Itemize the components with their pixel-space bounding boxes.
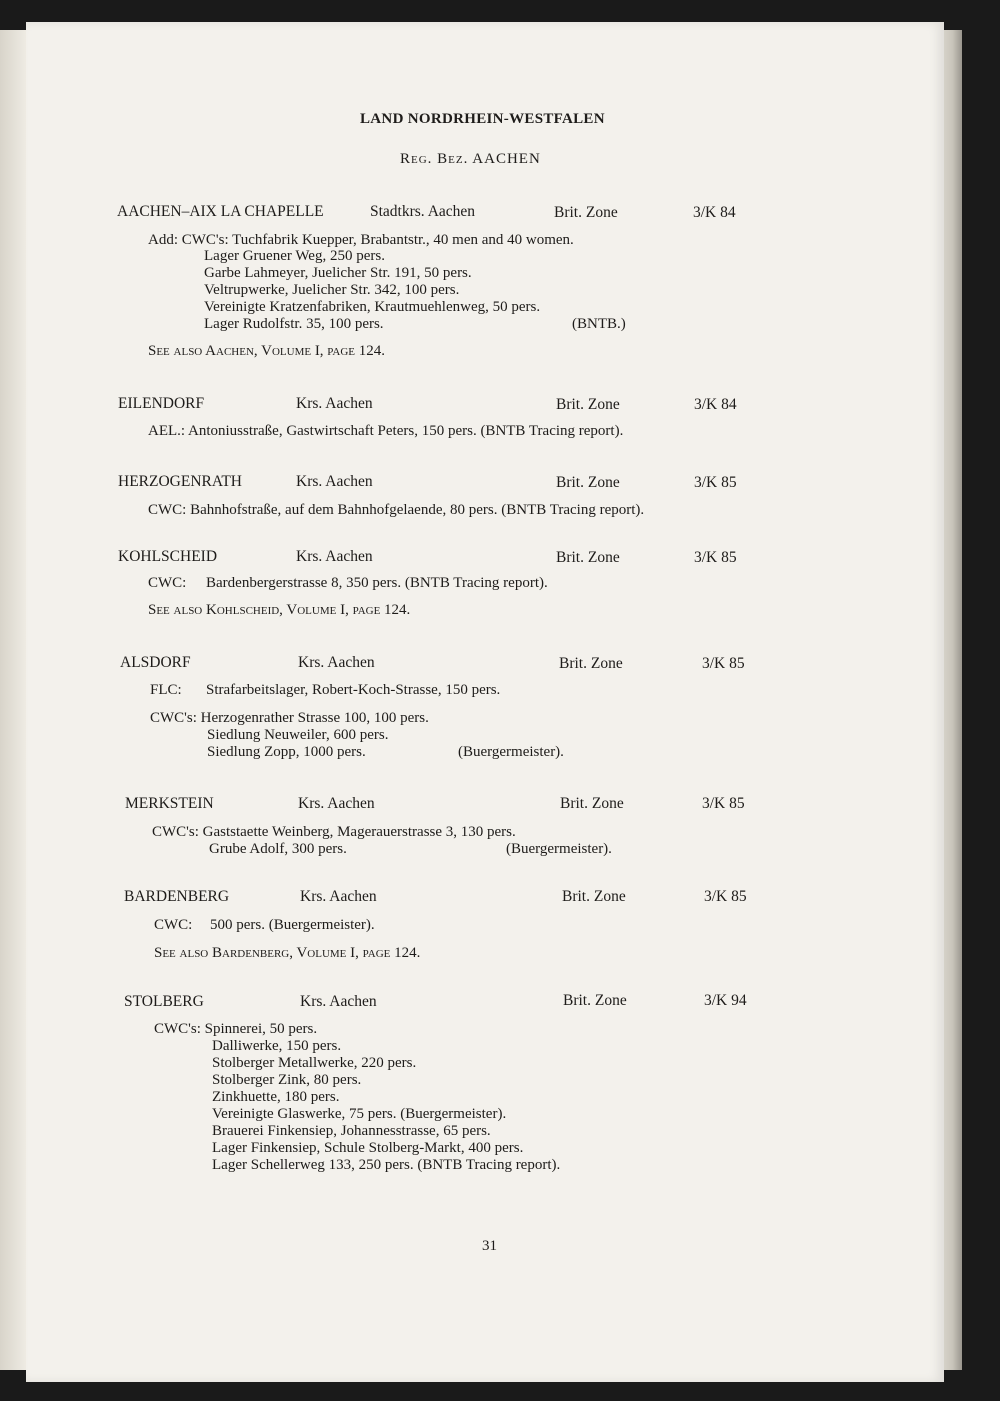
map-ref: 3/K 94 — [704, 992, 747, 1009]
camp-line: Siedlung Zopp, 1000 pers. — [207, 744, 366, 760]
district: Krs. Aachen — [300, 888, 377, 905]
camp-line: Vereinigte Kratzenfabriken, Krautmuehlenweg, 50 pers. — [204, 299, 541, 315]
left-page-edge — [0, 30, 26, 1370]
camp-line: Lager Finkensiep, Schule Stolberg-Markt, 400 pers. — [212, 1140, 524, 1156]
camp-line: Garbe Lahmeyer, Juelicher Str. 191, 50 pers. — [204, 265, 472, 281]
see-also: See also Aachen, Volume I, page 124. — [148, 343, 386, 359]
map-ref: 3/K 84 — [693, 204, 736, 221]
camp-line: Add: CWC's: Tuchfabrik Kuepper, Brabantstr., 40 men and 40 women. — [148, 232, 574, 248]
camp-line: Bardenbergerstrasse 8, 350 pers. (BNTB Tracing report). — [206, 575, 548, 591]
map-ref: 3/K 84 — [694, 396, 737, 413]
place-name: STOLBERG — [124, 993, 204, 1010]
zone: Brit. Zone — [559, 655, 623, 672]
camp-line: Strafarbeitslager, Robert-Koch-Strasse, 150 pers. — [206, 682, 501, 698]
camp-line: Stolberger Metallwerke, 220 pers. — [212, 1055, 417, 1071]
camp-line: Grube Adolf, 300 pers. — [209, 841, 347, 857]
camp-line: AEL.: Antoniusstraße, Gastwirtschaft Peters, 150 pers. (BNTB Tracing report). — [148, 423, 624, 439]
camp-line: Siedlung Neuweiler, 600 pers. — [207, 727, 389, 743]
map-ref: 3/K 85 — [694, 549, 737, 566]
district: Krs. Aachen — [296, 473, 373, 490]
place-name: HERZOGENRATH — [118, 473, 242, 490]
see-also: See also Kohlscheid, Volume I, page 124. — [148, 602, 411, 618]
map-ref: 3/K 85 — [702, 795, 745, 812]
camp-line: Vereinigte Glaswerke, 75 pers. (Buergermeister). — [212, 1106, 507, 1122]
zone: Brit. Zone — [556, 474, 620, 491]
camp-line: Zinkhuette, 180 pers. — [212, 1089, 340, 1105]
district: Krs. Aachen — [298, 654, 375, 671]
camp-type: CWC: — [154, 917, 193, 933]
camp-line: CWC's: Herzogenrather Strasse 100, 100 pers. — [150, 710, 429, 726]
document-page — [26, 22, 944, 1382]
district: Krs. Aachen — [300, 993, 377, 1010]
source-note: (BNTB.) — [572, 316, 626, 332]
district: Stadtkrs. Aachen — [370, 203, 476, 220]
map-ref: 3/K 85 — [702, 655, 745, 672]
source-note: (Buergermeister). — [506, 841, 612, 857]
place-name: MERKSTEIN — [125, 795, 214, 812]
place-name: KOHLSCHEID — [118, 548, 218, 565]
camp-type: CWC: — [148, 575, 187, 591]
page-number: 31 — [482, 1238, 497, 1254]
camp-line: Lager Gruener Weg, 250 pers. — [204, 248, 385, 264]
district: Krs. Aachen — [296, 395, 373, 412]
district: Krs. Aachen — [298, 795, 375, 812]
see-also: See also Bardenberg, Volume I, page 124. — [154, 945, 421, 961]
camp-line: Veltrupwerke, Juelicher Str. 342, 100 pers. — [204, 282, 460, 298]
camp-line: 500 pers. (Buergermeister). — [210, 917, 375, 933]
place-name: AACHEN–AIX LA CHAPELLE — [117, 203, 324, 220]
zone: Brit. Zone — [563, 992, 627, 1009]
camp-line: Dalliwerke, 150 pers. — [212, 1038, 342, 1054]
camp-line: Lager Rudolfstr. 35, 100 pers. — [204, 316, 384, 332]
zone: Brit. Zone — [560, 795, 624, 812]
camp-type: FLC: — [150, 682, 182, 698]
camp-line: Brauerei Finkensiep, Johannesstrasse, 65 pers. — [212, 1123, 491, 1139]
camp-line: Stolberger Zink, 80 pers. — [212, 1072, 362, 1088]
camp-line: CWC: Bahnhofstraße, auf dem Bahnhofgelaende, 80 pers. (BNTB Tracing report). — [148, 502, 645, 518]
zone: Brit. Zone — [556, 549, 620, 566]
reg-bez-heading: Reg. Bez. AACHEN — [400, 151, 541, 167]
zone: Brit. Zone — [554, 204, 618, 221]
camp-line: CWC's: Spinnerei, 50 pers. — [154, 1021, 318, 1037]
map-ref: 3/K 85 — [704, 888, 747, 905]
place-name: ALSDORF — [120, 654, 191, 671]
map-ref: 3/K 85 — [694, 474, 737, 491]
source-note: (Buergermeister). — [458, 744, 564, 760]
zone: Brit. Zone — [562, 888, 626, 905]
place-name: EILENDORF — [118, 395, 205, 412]
district: Krs. Aachen — [296, 548, 373, 565]
land-heading: LAND NORDRHEIN-WESTFALEN — [360, 111, 605, 127]
zone: Brit. Zone — [556, 396, 620, 413]
camp-line: CWC's: Gaststaette Weinberg, Magerauerstrasse 3, 130 pers. — [152, 824, 516, 840]
place-name: BARDENBERG — [124, 888, 230, 905]
camp-line: Lager Schellerweg 133, 250 pers. (BNTB Tracing report). — [212, 1157, 561, 1173]
